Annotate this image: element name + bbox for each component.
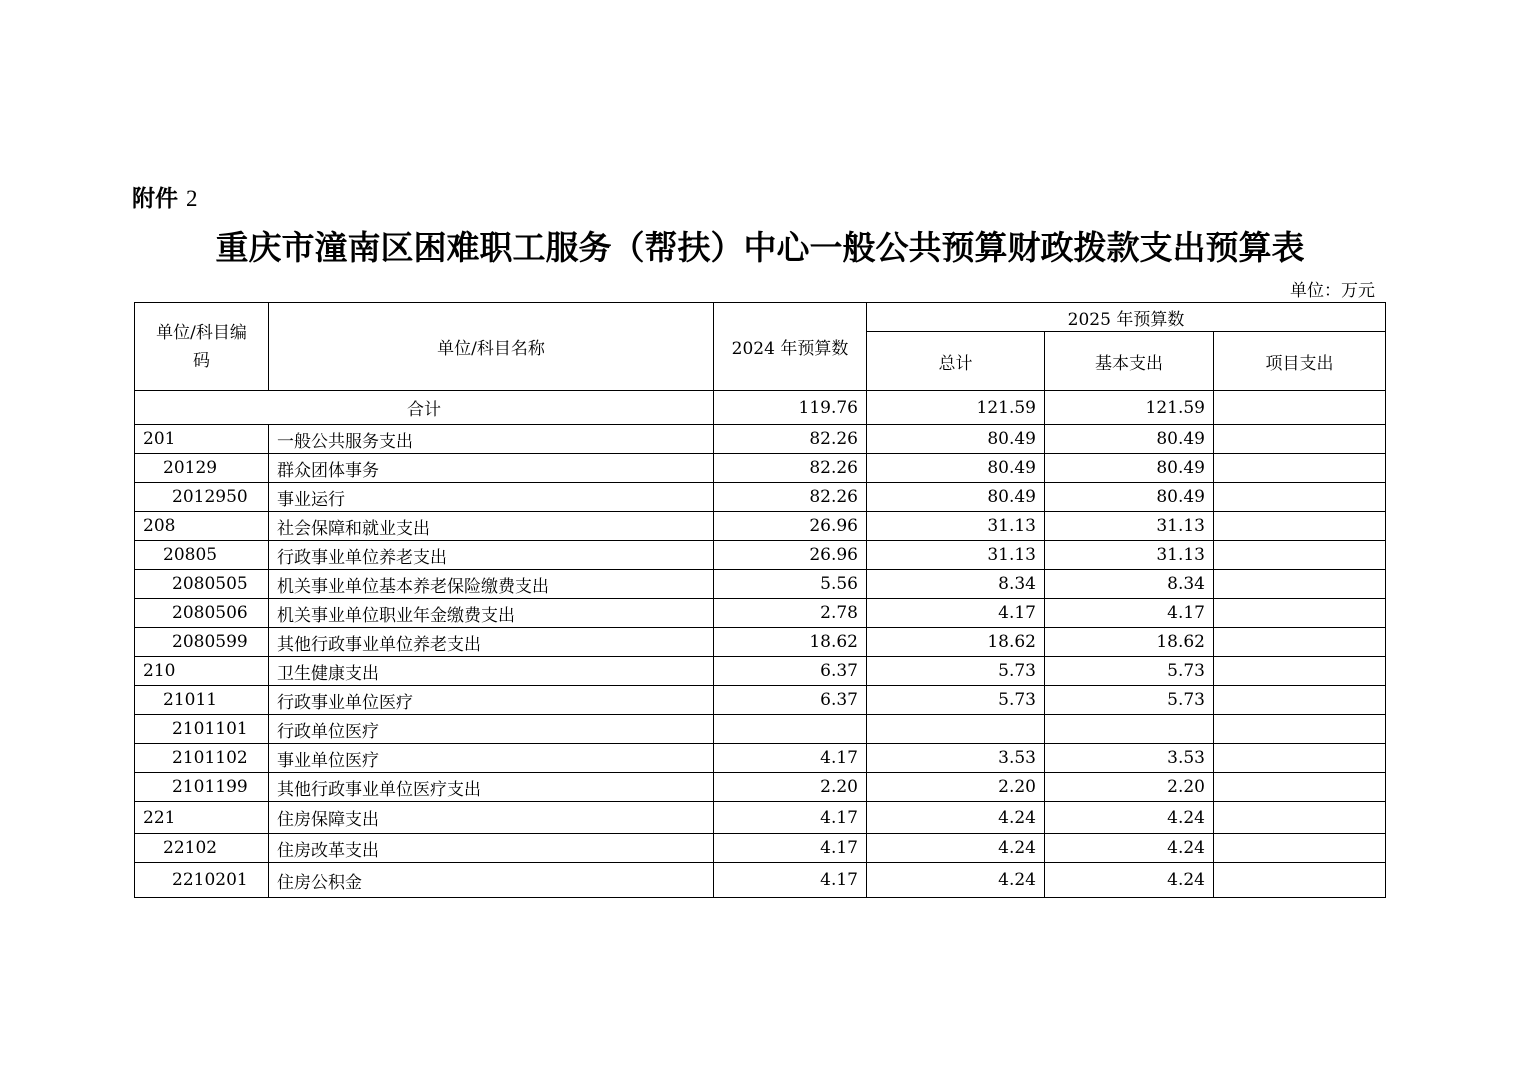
row-project <box>1214 863 1386 898</box>
row-name: 住房改革支出 <box>269 834 714 863</box>
row-total: 5.73 <box>867 657 1045 686</box>
row-prev <box>714 715 867 744</box>
row-code: 2080505 <box>135 570 269 599</box>
unit-label: 单位：万元 <box>1290 281 1375 301</box>
row-prev: 6.37 <box>714 686 867 715</box>
row-code: 21011 <box>135 686 269 715</box>
row-code: 2080506 <box>135 599 269 628</box>
row-project <box>1214 628 1386 657</box>
row-prev: 82.26 <box>714 425 867 454</box>
row-total: 4.24 <box>867 834 1045 863</box>
header-basic: 基本支出 <box>1045 332 1214 391</box>
row-name: 其他行政事业单位养老支出 <box>269 628 714 657</box>
attachment-label <box>132 180 198 213</box>
row-name: 行政事业单位医疗 <box>269 686 714 715</box>
row-code: 2101102 <box>135 744 269 773</box>
row-basic: 5.73 <box>1045 686 1214 715</box>
row-total: 8.34 <box>867 570 1045 599</box>
row-total: 3.53 <box>867 744 1045 773</box>
row-name: 行政单位医疗 <box>269 715 714 744</box>
row-basic: 3.53 <box>1045 744 1214 773</box>
row-name: 社会保障和就业支出 <box>269 512 714 541</box>
row-basic: 4.24 <box>1045 802 1214 834</box>
row-total: 4.24 <box>867 863 1045 898</box>
table-row <box>135 773 1386 802</box>
header-prev-budget: 2024 年预算数 <box>714 303 867 391</box>
row-prev: 6.37 <box>714 657 867 686</box>
row-total: 5.73 <box>867 686 1045 715</box>
attachment-text: 附件 <box>132 186 178 212</box>
row-name: 一般公共服务支出 <box>269 425 714 454</box>
table-row <box>135 744 1386 773</box>
row-project <box>1214 570 1386 599</box>
row-total: 18.62 <box>867 628 1045 657</box>
table-row <box>135 425 1386 454</box>
row-code: 2012950 <box>135 483 269 512</box>
header-project: 项目支出 <box>1214 332 1386 391</box>
row-code: 208 <box>135 512 269 541</box>
header-budget-2025: 2025 年预算数 <box>867 303 1386 332</box>
header-code-text: 单位/科目编码 <box>156 322 247 371</box>
table-row <box>135 541 1386 570</box>
row-basic: 80.49 <box>1045 425 1214 454</box>
row-prev: 2.78 <box>714 599 867 628</box>
table-row <box>135 599 1386 628</box>
row-basic: 4.24 <box>1045 863 1214 898</box>
row-code: 201 <box>135 425 269 454</box>
row-prev: 4.17 <box>714 834 867 863</box>
row-code: 20805 <box>135 541 269 570</box>
row-project <box>1214 744 1386 773</box>
row-project <box>1214 715 1386 744</box>
row-project <box>1214 599 1386 628</box>
row-prev: 82.26 <box>714 454 867 483</box>
budget-table <box>134 302 1386 898</box>
summary-project <box>1214 391 1386 425</box>
row-name: 事业单位医疗 <box>269 744 714 773</box>
row-basic: 4.17 <box>1045 599 1214 628</box>
row-name: 住房保障支出 <box>269 802 714 834</box>
table-row <box>135 657 1386 686</box>
row-total: 31.13 <box>867 541 1045 570</box>
header-total: 总计 <box>867 332 1045 391</box>
table-row <box>135 834 1386 863</box>
row-name: 卫生健康支出 <box>269 657 714 686</box>
row-project <box>1214 483 1386 512</box>
row-project <box>1214 657 1386 686</box>
row-prev: 82.26 <box>714 483 867 512</box>
row-code: 2210201 <box>135 863 269 898</box>
table-row <box>135 802 1386 834</box>
table-row <box>135 454 1386 483</box>
row-name: 事业运行 <box>269 483 714 512</box>
row-prev: 26.96 <box>714 541 867 570</box>
row-basic <box>1045 715 1214 744</box>
row-code: 2080599 <box>135 628 269 657</box>
row-basic: 80.49 <box>1045 483 1214 512</box>
row-project <box>1214 834 1386 863</box>
summary-basic: 121.59 <box>1045 391 1214 425</box>
row-prev: 5.56 <box>714 570 867 599</box>
row-code: 221 <box>135 802 269 834</box>
row-prev: 4.17 <box>714 863 867 898</box>
summary-prev: 119.76 <box>714 391 867 425</box>
row-name: 住房公积金 <box>269 863 714 898</box>
summary-row <box>135 391 1386 425</box>
row-total: 4.17 <box>867 599 1045 628</box>
table-row <box>135 570 1386 599</box>
row-code: 2101101 <box>135 715 269 744</box>
row-basic: 18.62 <box>1045 628 1214 657</box>
summary-total: 121.59 <box>867 391 1045 425</box>
table-row <box>135 483 1386 512</box>
row-project <box>1214 425 1386 454</box>
row-project <box>1214 773 1386 802</box>
summary-label: 合计 <box>135 391 714 425</box>
row-total: 4.24 <box>867 802 1045 834</box>
row-code: 20129 <box>135 454 269 483</box>
row-name: 行政事业单位养老支出 <box>269 541 714 570</box>
row-basic: 31.13 <box>1045 541 1214 570</box>
attachment-number: 2 <box>186 186 198 211</box>
row-project <box>1214 541 1386 570</box>
table-row <box>135 512 1386 541</box>
row-name: 其他行政事业单位医疗支出 <box>269 773 714 802</box>
row-total: 31.13 <box>867 512 1045 541</box>
row-basic: 8.34 <box>1045 570 1214 599</box>
row-total: 2.20 <box>867 773 1045 802</box>
row-code: 2101199 <box>135 773 269 802</box>
row-total: 80.49 <box>867 454 1045 483</box>
table-row <box>135 628 1386 657</box>
header-code <box>135 303 269 391</box>
row-code: 22102 <box>135 834 269 863</box>
page-title: 重庆市潼南区困难职工服务（帮扶）中心一般公共预算财政拨款支出预算表 <box>215 228 1305 267</box>
row-code: 210 <box>135 657 269 686</box>
row-prev: 18.62 <box>714 628 867 657</box>
table-row <box>135 715 1386 744</box>
row-basic: 5.73 <box>1045 657 1214 686</box>
table-row <box>135 686 1386 715</box>
table-row <box>135 863 1386 898</box>
row-total <box>867 715 1045 744</box>
row-name: 机关事业单位职业年金缴费支出 <box>269 599 714 628</box>
row-project <box>1214 454 1386 483</box>
row-prev: 2.20 <box>714 773 867 802</box>
header-name: 单位/科目名称 <box>269 303 714 391</box>
row-basic: 31.13 <box>1045 512 1214 541</box>
row-project <box>1214 512 1386 541</box>
row-prev: 4.17 <box>714 744 867 773</box>
row-prev: 26.96 <box>714 512 867 541</box>
row-name: 群众团体事务 <box>269 454 714 483</box>
row-total: 80.49 <box>867 483 1045 512</box>
row-name: 机关事业单位基本养老保险缴费支出 <box>269 570 714 599</box>
row-project <box>1214 686 1386 715</box>
row-prev: 4.17 <box>714 802 867 834</box>
row-total: 80.49 <box>867 425 1045 454</box>
row-basic: 2.20 <box>1045 773 1214 802</box>
row-project <box>1214 802 1386 834</box>
row-basic: 4.24 <box>1045 834 1214 863</box>
row-basic: 80.49 <box>1045 454 1214 483</box>
